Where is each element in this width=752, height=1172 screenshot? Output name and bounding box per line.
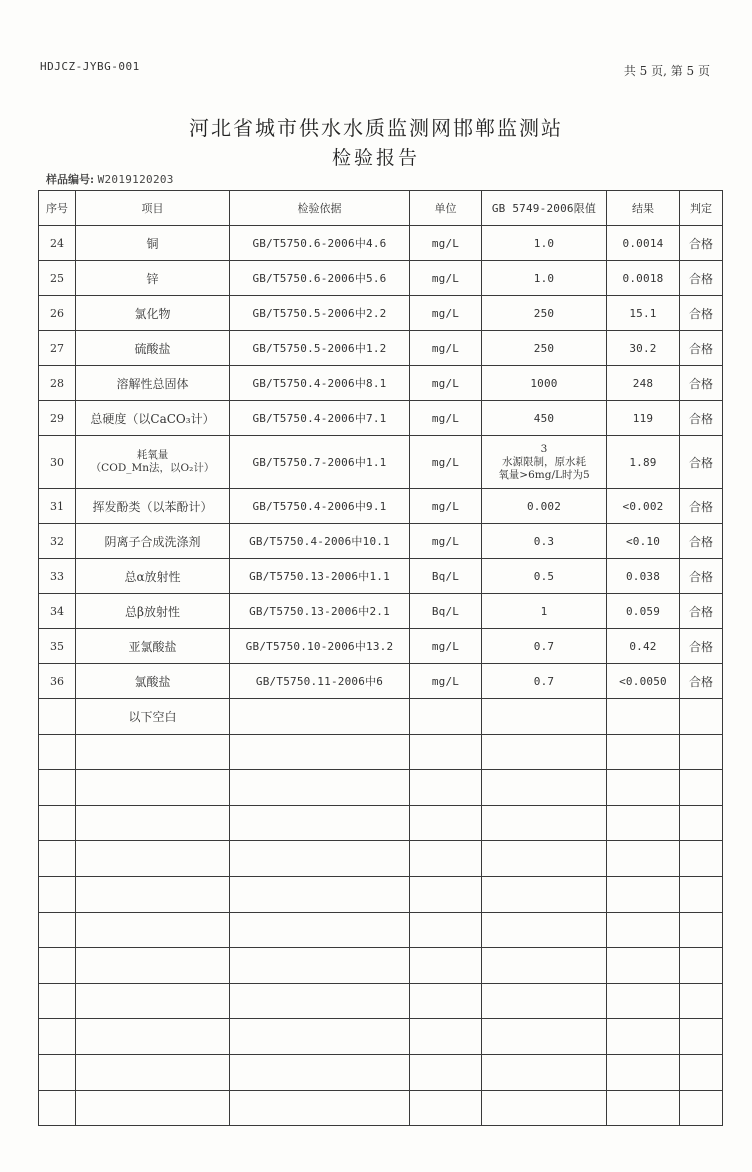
cell-unit: mg/L — [410, 331, 482, 366]
table-row — [39, 664, 723, 699]
cell-result: <0.002 — [607, 489, 680, 524]
table-row — [39, 261, 723, 296]
cell-item: 溶解性总固体 — [76, 366, 230, 401]
cell-limit: 1 — [482, 594, 607, 629]
cell-item-line1: 耗氧量 — [136, 449, 169, 461]
cell-unit: Bq/L — [410, 559, 482, 594]
cell-unit: mg/L — [410, 401, 482, 436]
cell-no: 29 — [39, 401, 76, 436]
cell-no: 32 — [39, 524, 76, 559]
report-subtitle: 检验报告 — [331, 147, 420, 169]
table-row — [39, 226, 723, 261]
cell-judge: 合格 — [680, 331, 723, 366]
cell-limit: 0.7 — [482, 629, 607, 664]
cell-item: 亚氯酸盐 — [76, 629, 230, 664]
empty-row — [39, 912, 723, 948]
cell-judge: 合格 — [680, 559, 723, 594]
cell-method: GB/T5750.6-2006中4.6 — [230, 226, 410, 261]
empty-row — [39, 876, 723, 912]
cell-limit: 0.3 — [482, 524, 607, 559]
cell-item-line2: （COD_Mn法，以O₂计） — [90, 462, 215, 474]
header-limit: GB 5749-2006限值 — [482, 191, 607, 226]
sample-number — [46, 171, 174, 187]
cell-unit: mg/L — [410, 629, 482, 664]
document-code: HDJCZ-JYBG-001 — [40, 60, 140, 73]
cell-no: 31 — [39, 489, 76, 524]
cell-result: 15.1 — [607, 296, 680, 331]
table-row — [39, 296, 723, 331]
empty-row — [39, 1090, 723, 1126]
cell-unit: mg/L — [410, 524, 482, 559]
cell-method: GB/T5750.13-2006中2.1 — [230, 594, 410, 629]
page-indicator: 共 5 页, 第 5 页 — [623, 64, 710, 78]
cell-judge: 合格 — [680, 664, 723, 699]
empty-row — [39, 841, 723, 877]
cell-no: 28 — [39, 366, 76, 401]
cell-no: 26 — [39, 296, 76, 331]
cell-judge: 合格 — [680, 226, 723, 261]
empty-row — [39, 734, 723, 770]
cell-method: GB/T5750.4-2006中7.1 — [230, 401, 410, 436]
cell-item: 总α放射性 — [76, 559, 230, 594]
sample-number-label: 样品编号: — [46, 173, 95, 186]
cell-limit: 250 — [482, 331, 607, 366]
cell-judge: 合格 — [680, 489, 723, 524]
cell-blank — [410, 699, 482, 735]
table-row — [39, 436, 723, 489]
table-header-row — [39, 191, 723, 226]
cell-judge: 合格 — [680, 524, 723, 559]
cell-blank — [230, 699, 410, 735]
cell-result: 0.0018 — [607, 261, 680, 296]
cell-blank — [607, 699, 680, 735]
table-row — [39, 629, 723, 664]
cell-unit: mg/L — [410, 261, 482, 296]
sample-number-value: W2019120203 — [97, 173, 174, 186]
cell-no: 30 — [39, 436, 76, 489]
table-row — [39, 331, 723, 366]
cell-no: 36 — [39, 664, 76, 699]
cell-judge: 合格 — [680, 629, 723, 664]
cell-method: GB/T5750.11-2006中6 — [230, 664, 410, 699]
cell-limit: 0.7 — [482, 664, 607, 699]
cell-no: 34 — [39, 594, 76, 629]
empty-row — [39, 1019, 723, 1055]
cell-method: GB/T5750.6-2006中5.6 — [230, 261, 410, 296]
cell-method: GB/T5750.5-2006中2.2 — [230, 296, 410, 331]
cell-unit: mg/L — [410, 226, 482, 261]
cell-limit-line3: 氧量>6mg/L时为5 — [498, 468, 590, 481]
empty-row — [39, 770, 723, 806]
empty-row — [39, 805, 723, 841]
cell-judge: 合格 — [680, 261, 723, 296]
cell-item: 硫酸盐 — [76, 331, 230, 366]
empty-row — [39, 983, 723, 1019]
cell-method: GB/T5750.7-2006中1.1 — [230, 436, 410, 489]
cell-judge: 合格 — [680, 366, 723, 401]
cell-limit: 0.002 — [482, 489, 607, 524]
cell-limit — [482, 436, 607, 489]
cell-blank — [680, 699, 723, 735]
cell-limit: 450 — [482, 401, 607, 436]
cell-no: 33 — [39, 559, 76, 594]
table-row — [39, 366, 723, 401]
table-row — [39, 401, 723, 436]
header-method: 检验依据 — [230, 191, 410, 226]
cell-judge: 合格 — [680, 296, 723, 331]
cell-method: GB/T5750.5-2006中1.2 — [230, 331, 410, 366]
cell-unit: mg/L — [410, 436, 482, 489]
cell-item: 氯酸盐 — [76, 664, 230, 699]
cell-no: 24 — [39, 226, 76, 261]
cell-judge: 合格 — [680, 401, 723, 436]
cell-no: 27 — [39, 331, 76, 366]
cell-result: 0.42 — [607, 629, 680, 664]
blank-note: 以下空白 — [76, 699, 230, 735]
report-title: 河北省城市供水水质监测网邯郸监测站 — [189, 116, 563, 140]
results-table — [38, 190, 723, 1126]
cell-result: <0.10 — [607, 524, 680, 559]
cell-no: 25 — [39, 261, 76, 296]
empty-row — [39, 948, 723, 984]
cell-method: GB/T5750.4-2006中10.1 — [230, 524, 410, 559]
cell-result: 119 — [607, 401, 680, 436]
table-row — [39, 524, 723, 559]
cell-blank — [482, 699, 607, 735]
cell-result: 248 — [607, 366, 680, 401]
cell-item: 铜 — [76, 226, 230, 261]
header-item: 项目 — [76, 191, 230, 226]
table-row — [39, 594, 723, 629]
cell-item: 阴离子合成洗涤剂 — [76, 524, 230, 559]
cell-limit: 0.5 — [482, 559, 607, 594]
header-judge: 判定 — [680, 191, 723, 226]
table-row — [39, 489, 723, 524]
cell-unit: mg/L — [410, 366, 482, 401]
cell-item: 挥发酚类（以苯酚计） — [76, 489, 230, 524]
cell-limit: 1000 — [482, 366, 607, 401]
cell-method: GB/T5750.10-2006中13.2 — [230, 629, 410, 664]
cell-item: 总β放射性 — [76, 594, 230, 629]
cell-judge: 合格 — [680, 594, 723, 629]
cell-result: <0.0050 — [607, 664, 680, 699]
cell-limit: 250 — [482, 296, 607, 331]
cell-unit: mg/L — [410, 296, 482, 331]
cell-result: 0.038 — [607, 559, 680, 594]
header-result: 结果 — [607, 191, 680, 226]
cell-method: GB/T5750.13-2006中1.1 — [230, 559, 410, 594]
cell-limit: 1.0 — [482, 261, 607, 296]
cell-unit: mg/L — [410, 664, 482, 699]
cell-result: 30.2 — [607, 331, 680, 366]
blank-note-row — [39, 699, 723, 735]
cell-method: GB/T5750.4-2006中8.1 — [230, 366, 410, 401]
cell-result: 1.89 — [607, 436, 680, 489]
cell-method: GB/T5750.4-2006中9.1 — [230, 489, 410, 524]
cell-unit: mg/L — [410, 489, 482, 524]
cell-result: 0.0014 — [607, 226, 680, 261]
cell-item: 锌 — [76, 261, 230, 296]
cell-limit-line2: 水源限制，原水耗 — [502, 455, 586, 468]
table-row — [39, 559, 723, 594]
cell-limit: 1.0 — [482, 226, 607, 261]
cell-blank — [39, 699, 76, 735]
cell-unit: Bq/L — [410, 594, 482, 629]
cell-limit-line1: 3 — [540, 442, 548, 455]
cell-item: 氯化物 — [76, 296, 230, 331]
cell-no: 35 — [39, 629, 76, 664]
empty-row — [39, 1054, 723, 1090]
cell-item — [76, 436, 230, 489]
cell-result: 0.059 — [607, 594, 680, 629]
header-unit: 单位 — [410, 191, 482, 226]
header-no: 序号 — [39, 191, 76, 226]
cell-item: 总硬度（以CaCO₃计） — [76, 401, 230, 436]
cell-judge: 合格 — [680, 436, 723, 489]
